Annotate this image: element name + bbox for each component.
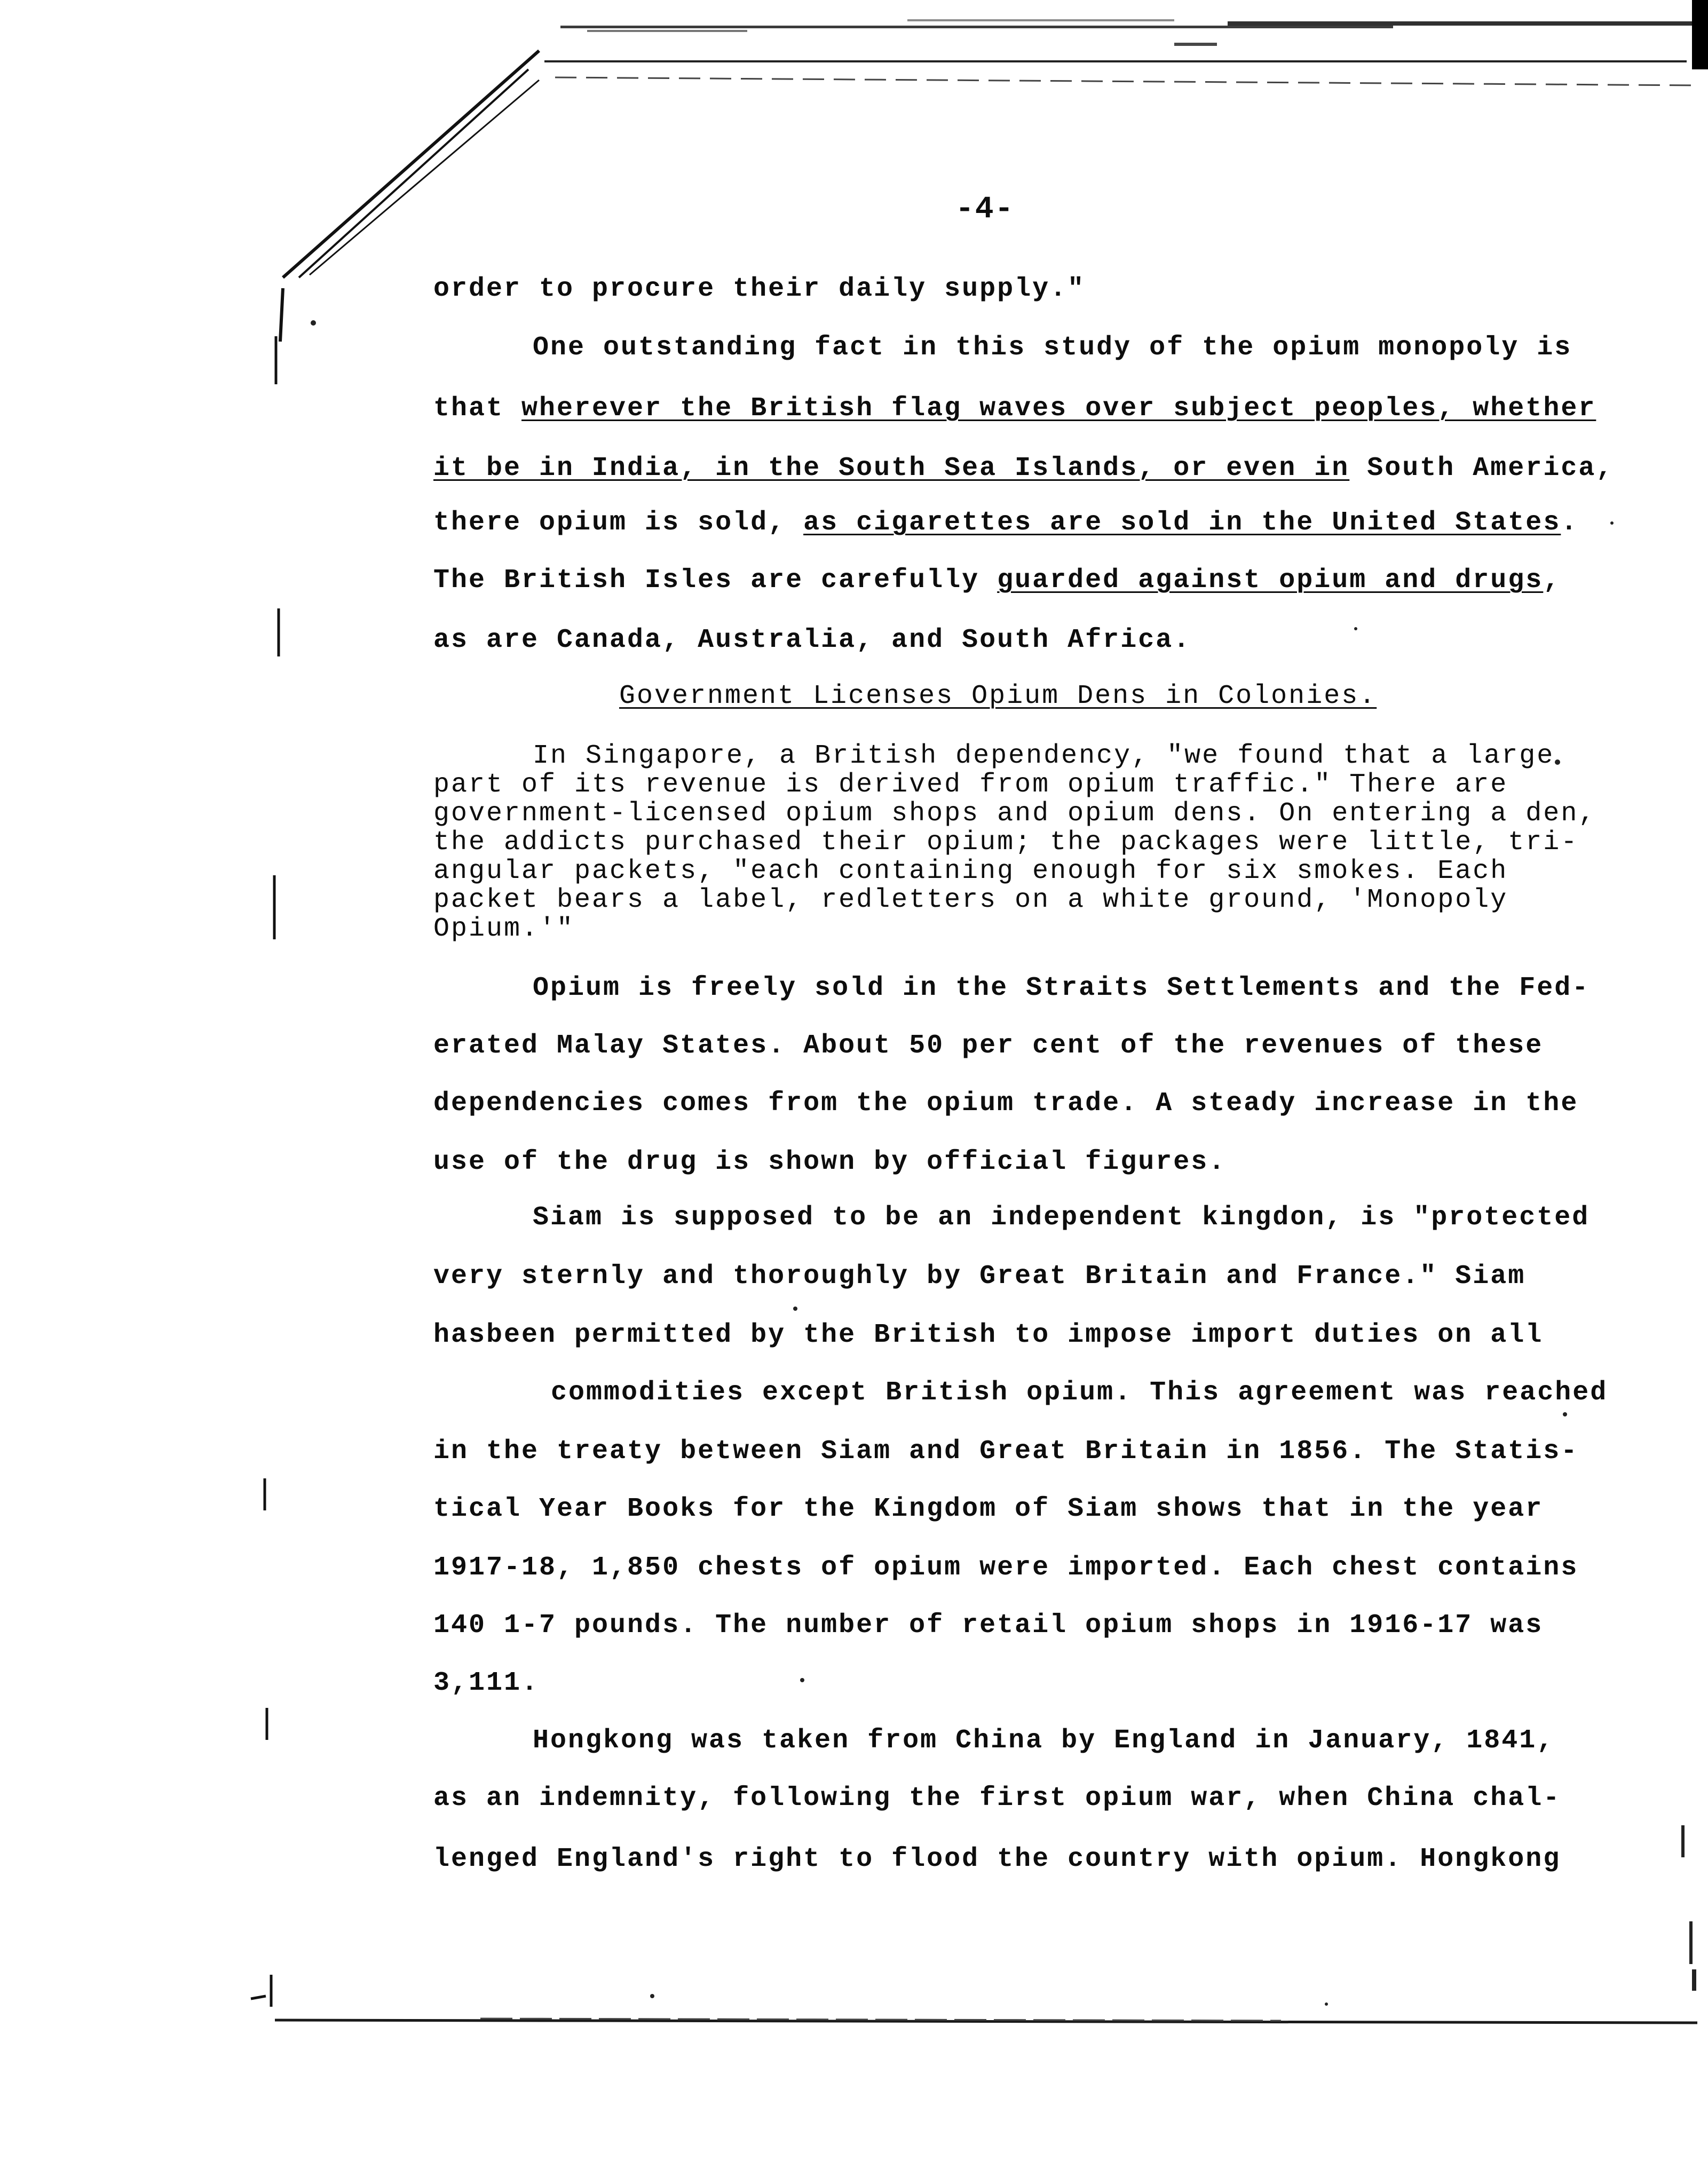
paragraph-4-line: 3,111.	[433, 1668, 540, 1698]
quote-line: packet bears a label, redletters on a white ground, 'Monopoly	[433, 885, 1508, 915]
paragraph-5-line: Hongkong was taken from China by England in January, 1841,	[533, 1725, 1555, 1756]
top-dashed-line	[555, 77, 1697, 85]
paragraph-2-line-3	[433, 452, 1614, 486]
underlined-text: guarded against opium and drugs	[997, 565, 1544, 596]
paragraph-2-line-4	[433, 506, 1578, 540]
top-right-edge	[1692, 0, 1708, 69]
paragraph-2-line-2	[433, 392, 1596, 426]
text-span: The British Isles are carefully	[433, 565, 998, 596]
quote-line: angular packets, "each containing enough for six smokes. Each	[433, 856, 1508, 886]
underlined-text: as cigarettes are sold in the United States	[803, 508, 1561, 538]
paragraph-5-line: as an indemnity, following the first opium war, when China chal-	[433, 1783, 1561, 1814]
text-span: there opium is sold,	[433, 508, 804, 538]
paragraph-3-line: use of the drug is shown by official figures.	[433, 1147, 1227, 1177]
text-span: .	[1561, 508, 1579, 538]
paragraph-4-line: hasbeen permitted by the British to impose import duties on all	[433, 1320, 1544, 1350]
bottom-scan-border	[275, 2018, 1697, 2023]
paragraph-1-line-1: order to procure their daily supply."	[433, 274, 1086, 304]
paragraph-4-line: 1917-18, 1,850 chests of opium were imported. Each chest contains	[433, 1553, 1579, 1583]
quote-line: In Singapore, a British dependency, "we found that a large	[533, 741, 1555, 771]
paragraph-3-line: dependencies comes from the opium trade. A steady increase in the	[433, 1088, 1579, 1119]
paragraph-3-line: Opium is freely sold in the Straits Settlements and the Fed-	[533, 973, 1590, 1003]
paragraph-2-line-6: as are Canada, Australia, and South Africa.	[433, 625, 1191, 655]
left-margin-marks	[251, 336, 279, 2007]
quote-line: Opium.'"	[433, 914, 575, 944]
paragraph-4-line: in the treaty between Siam and Great Britain in 1856. The Statis-	[433, 1436, 1579, 1467]
paragraph-5-line: lenged England's right to flood the country with opium. Hongkong	[433, 1844, 1561, 1874]
page-number: -4-	[955, 192, 1015, 227]
quote-line: part of its revenue is derived from opium traffic." There are	[433, 770, 1508, 800]
top-scan-border	[560, 19, 1692, 46]
quote-line: government-licensed opium shops and opium dens. On entering a den,	[433, 798, 1596, 829]
text-span: ,	[1543, 565, 1561, 596]
paragraph-4-line: Siam is supposed to be an independent kingdon, is "protected	[533, 1202, 1590, 1233]
text-span: that	[433, 393, 522, 424]
underlined-text: it be in India, in the South Sea Islands, or even in	[433, 453, 1350, 484]
right-margin-marks	[1681, 1825, 1696, 1991]
section-heading: Government Licenses Opium Dens in Colonies.	[619, 681, 1377, 711]
paragraph-4-line: commodities except British opium. This agreement was reached	[551, 1378, 1608, 1408]
paragraph-4-line: tical Year Books for the Kingdom of Siam shows that in the year	[433, 1494, 1544, 1524]
paragraph-4-line: 140 1-7 pounds. The number of retail opium shops in 1916-17 was	[433, 1610, 1544, 1641]
text-span: South America,	[1349, 453, 1614, 484]
quote-line: the addicts purchased their opium; the packages were little, tri-	[433, 827, 1579, 858]
paragraph-4-line: very sternly and thoroughly by Great Britain and France." Siam	[433, 1261, 1526, 1292]
paragraph-2-line-5	[433, 564, 1561, 598]
paragraph-2-line-1: One outstanding fact in this study of the opium monopoly is	[533, 333, 1572, 363]
paragraph-3-line: erated Malay States. About 50 per cent of the revenues of these	[433, 1031, 1544, 1061]
underlined-text: wherever the British flag waves over subject peoples, whether	[521, 393, 1596, 424]
